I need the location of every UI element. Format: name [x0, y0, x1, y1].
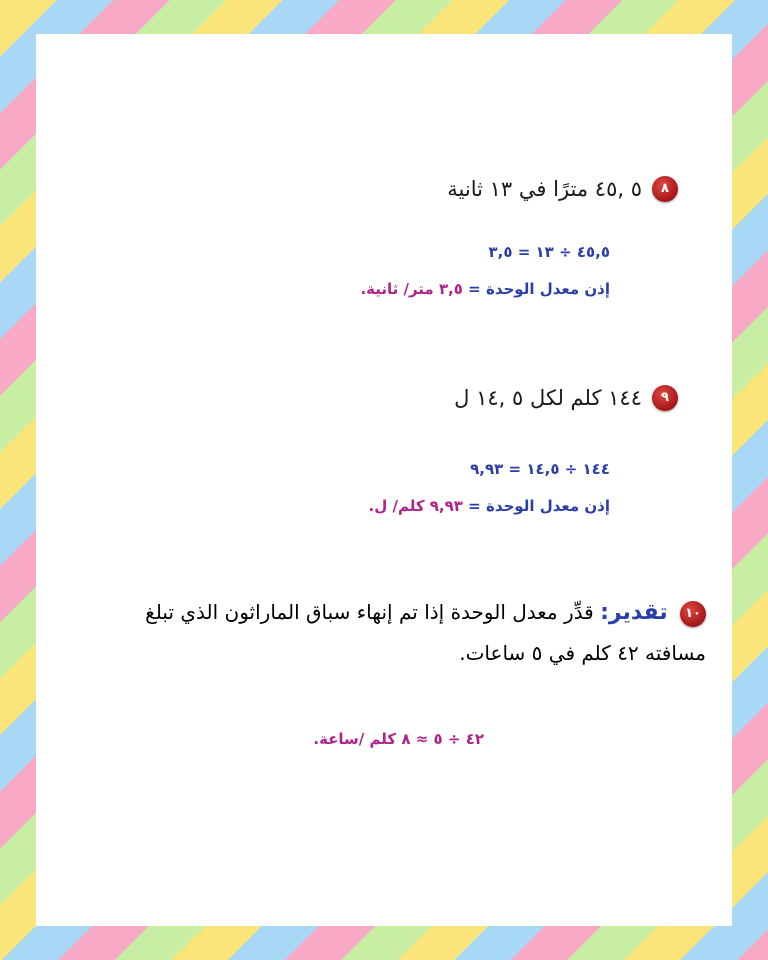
worksheet-page	[36, 34, 732, 926]
problem-8-calculation: ٤٥,٥ ÷ ١٣ = ٣,٥	[488, 243, 610, 261]
problem-9-question: ١٤٤ كلم لكل ٥ ,١٤ ل	[454, 386, 642, 410]
problem-9-calculation: ١٤٤ ÷ ١٤,٥ = ٩,٩٣	[470, 460, 610, 478]
problem-9-answer-prefix: إذن معدل الوحدة =	[462, 497, 610, 515]
problem-8-question: ٥ ,٤٥ مترًا في ١٣ ثانية	[447, 177, 642, 201]
problem-9-answer	[369, 497, 610, 515]
problem-8-answer-prefix: إذن معدل الوحدة =	[462, 280, 610, 298]
problem-10-question-block	[106, 592, 706, 673]
problem-10-question: قدِّر معدل الوحدة إذا تم إنهاء سباق الماراثون الذي تبلغ مسافته ٤٢ كلم في ٥ ساعات.	[145, 600, 706, 665]
problem-10-number-badge: ١٠	[680, 601, 706, 627]
problem-8-answer-value: ٣,٥ متر/ ثانية.	[360, 280, 463, 298]
problem-9-number-badge: ٩	[652, 385, 678, 411]
problem-9-question-line	[454, 385, 678, 411]
problem-10-answer: ٤٢ ÷ ٥ ≈ ٨ كلم /ساعة.	[313, 730, 484, 748]
estimate-title: تقدير:	[600, 600, 668, 625]
problem-8-answer	[360, 280, 610, 298]
problem-8-question-line	[447, 176, 678, 202]
problem-9-answer-value: ٩,٩٣ كلم/ ل.	[368, 497, 463, 515]
problem-8-number-badge: ٨	[652, 176, 678, 202]
